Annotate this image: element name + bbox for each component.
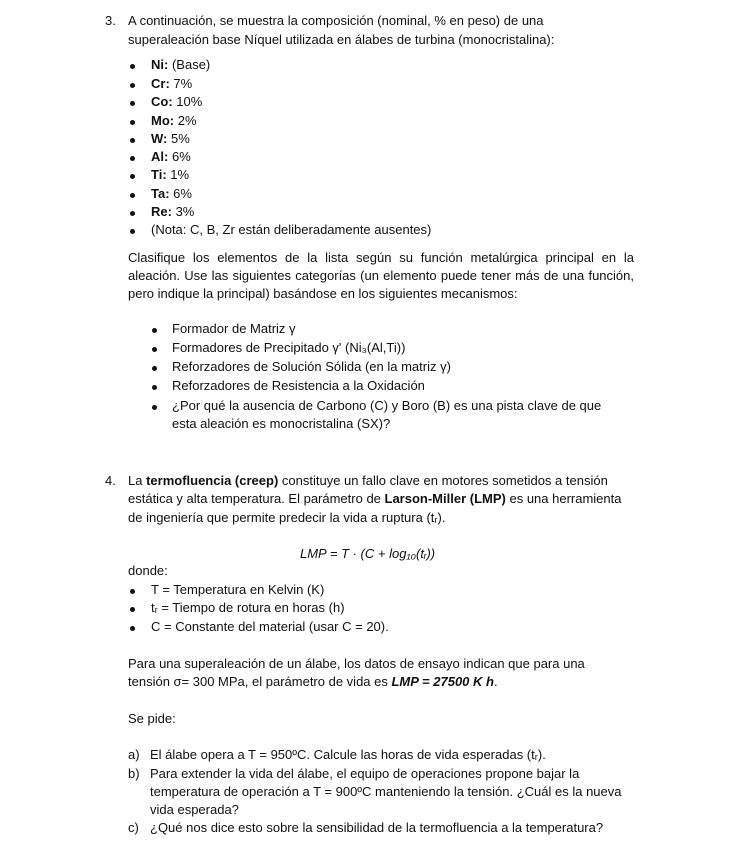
category-item: Reforzadores de Resistencia a la Oxidación	[172, 378, 425, 393]
bullet	[130, 211, 135, 216]
q4-number: 4.	[105, 473, 116, 488]
bullet	[152, 366, 157, 371]
variable-item: T = Temperatura en Kelvin (K)	[151, 582, 325, 597]
bullet	[130, 156, 135, 161]
q4-p1-line1: La termofluencia (creep) constituye un fallo clave en motores sometidos a tensión	[128, 473, 608, 488]
bullet	[130, 626, 135, 631]
part-label: a)	[128, 747, 140, 762]
se-pide-label: Se pide:	[128, 711, 176, 726]
composition-item: Ni: (Base)	[151, 57, 211, 72]
composition-item: Mo: 2%	[151, 113, 197, 128]
bullet	[152, 328, 157, 333]
bullet	[130, 83, 135, 88]
q4-p2-line1: Para una superaleación de un álabe, los datos de ensayo indican que para una	[128, 656, 585, 671]
bullet	[152, 347, 157, 352]
variable-item: tᵣ = Tiempo de rotura en horas (h)	[151, 600, 345, 615]
category-item: Reforzadores de Solución Sólida (en la matriz γ)	[172, 359, 451, 374]
bullet	[152, 405, 157, 410]
bullet	[130, 229, 135, 234]
category-question-line2: esta aleación es monocristalina (SX)?	[172, 416, 391, 431]
donde-label: donde:	[128, 563, 168, 578]
part-label: c)	[128, 820, 139, 835]
composition-item: Co: 10%	[151, 94, 203, 109]
part-c-text: ¿Qué nos dice esto sobre la sensibilidad de la termofluencia a la temperatura?	[150, 820, 604, 835]
q4-p1-line3: de ingeniería que permite predecir la vida a ruptura (tᵣ).	[128, 510, 446, 525]
q4-p1-line2: estática y alta temperatura. El parámetro de Larson-Miller (LMP) es una herramienta	[128, 491, 622, 506]
part-b-line2: temperatura de operación a T = 900ºC manteniendo la tensión. ¿Cuál es la nueva	[150, 784, 622, 799]
part-a-text: El álabe opera a T = 950ºC. Calcule las horas de vida esperadas (tᵣ).	[150, 747, 546, 762]
bullet	[130, 120, 135, 125]
category-item: Formador de Matriz γ	[172, 321, 296, 336]
bullet	[130, 64, 135, 69]
composition-item: W: 5%	[151, 131, 190, 146]
composition-item: Al: 6%	[151, 149, 191, 164]
bullet	[130, 138, 135, 143]
q3-intro-line2: superaleación base Níquel utilizada en álabes de turbina (monocristalina):	[128, 32, 555, 47]
part-b-line3: vida esperada?	[150, 802, 239, 817]
q3-instruction: Clasifique los elementos de la lista según su función metalúrgica principal en la aleación. Use las siguientes categorías (un elemento puede tener más de una función, pero indique la principal) basándose en los siguientes mecanismos:	[128, 250, 634, 301]
composition-item: Re: 3%	[151, 204, 195, 219]
composition-item: Ti: 1%	[151, 167, 190, 182]
variable-item: C = Constante del material (usar C = 20).	[151, 619, 389, 634]
category-question-line1: ¿Por qué la ausencia de Carbono (C) y Boro (B) es una pista clave de que	[172, 398, 602, 413]
composition-note: (Nota: C, B, Zr están deliberadamente ausentes)	[151, 222, 432, 237]
lmp-formula: LMP = T · (C + log₁₀(tᵣ))	[300, 546, 436, 561]
composition-item: Cr: 7%	[151, 76, 193, 91]
category-item: Formadores de Precipitado γ' (Ni₃(Al,Ti))	[172, 340, 406, 355]
bullet	[130, 101, 135, 106]
bullet	[130, 174, 135, 179]
bullet	[152, 385, 157, 390]
composition-item: Ta: 6%	[151, 186, 192, 201]
bullet	[130, 589, 135, 594]
part-label: b)	[128, 766, 140, 781]
part-b-line1: Para extender la vida del álabe, el equipo de operaciones propone bajar la	[150, 766, 580, 781]
q3-intro-line1: A continuación, se muestra la composición (nominal, % en peso) de una	[128, 13, 544, 28]
q3-number: 3.	[105, 13, 116, 28]
bullet	[130, 607, 135, 612]
bullet	[130, 193, 135, 198]
q4-p2-line2: tensión σ= 300 MPa, el parámetro de vida es LMP = 27500 K h.	[128, 674, 498, 689]
